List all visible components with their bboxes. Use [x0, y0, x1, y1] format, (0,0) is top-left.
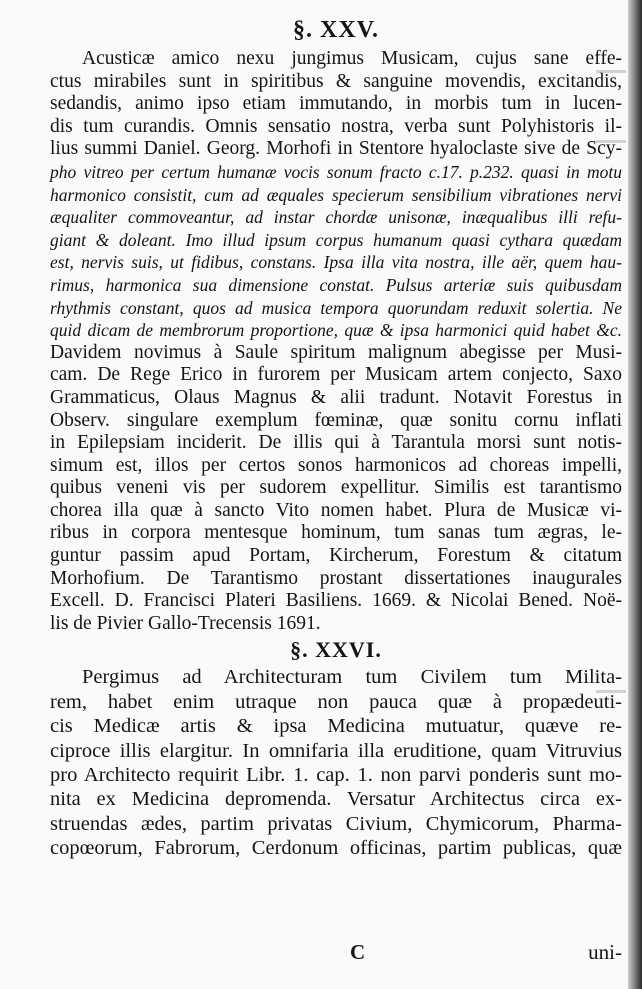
section-heading-xxvi: §. XXVI.: [290, 637, 382, 663]
text-line-italic: rhythmis constant, quos ad musica tempora quorundam reduxit solertia. Ne: [50, 297, 622, 318]
text-line: Acusticæ amico nexu jungimus Musicam, cujus sane effe-: [82, 48, 622, 69]
text-line: Davidem novimus à Saule spiritum malignum abegisse per Musi-: [50, 341, 622, 363]
text-line: chorea illa quæ à sancto Vito nomen habet. Plura de Musicæ vi-: [50, 499, 622, 521]
text-line-italic: æqualiter commoveantur, ad instar chordæ unisonæ, inæqualibus illi refu-: [50, 207, 622, 228]
page-gutter-shadow: [628, 0, 642, 989]
text-line: guntur passim apud Portam, Kircherum, Forestum & citatum: [50, 545, 622, 567]
text-line: Grammaticus, Olaus Magnus & alii tradunt. Notavit Forestus in: [50, 386, 622, 408]
text-line-italic: harmonico consistit, cum ad æquales specierum sensibilium vibrationes nervi: [50, 184, 622, 205]
text-line: ribus in corpora mentesque hominum, tum sanas tum ægras, le-: [50, 522, 622, 544]
text-line: Excell. D. Francisci Plateri Basiliens. 1669. & Nicolai Bened. Noë-: [50, 590, 622, 612]
text-line: simum est, illos per certos sonos harmonicos ad choreas impelli,: [50, 454, 622, 476]
text-line: lis de Pivier Gallo-Trecensis 1691.: [50, 612, 321, 634]
text-line: pro Architecto requirit Libr. 1. cap. 1. non parvi ponderis sunt mo-: [50, 764, 622, 787]
text-line: rem, habet enim utraque non pauca quæ à propædeuti-: [50, 690, 622, 713]
text-line: Morhofium. De Tarantismo prostant dissertationes inaugurales: [50, 567, 622, 589]
catchword: uni-: [588, 940, 622, 964]
signature-mark: C: [350, 940, 366, 964]
text-line: dis tum curandis. Omnis sensatio nostra, verba sunt Polyhistoris il-: [50, 115, 622, 137]
text-line: quibus veneni vis per sudorem expellitur. Similis est tarantismo: [50, 477, 622, 499]
text-column: [50, 12, 622, 861]
text-line: in Epilepsiam inciderit. De illis qui à Tarantula morsi sunt notis-: [50, 432, 622, 454]
text-line: struendas ædes, partim privatas Civium, Chymicorum, Pharma-: [50, 812, 622, 835]
text-line: ctus mirabiles sunt in spiritibus & sanguine movendis, excitandis,: [50, 70, 622, 92]
paragraph-architecture: [50, 665, 622, 860]
text-line: copœorum, Fabrorum, Cerdonum officinas, partim publicas, quæ: [50, 837, 622, 860]
text-line: nita ex Medicina depromenda. Versatur Architectus circa ex-: [50, 788, 622, 811]
text-line-italic: est, nervis suis, ut fidibus, constans. Ipsa illa vita nostra, ille aër, quem hau-: [50, 252, 622, 273]
text-line: sedandis, animo ipso etiam immutando, in morbis tum in lucen-: [50, 93, 622, 115]
text-line: lius summi Daniel. Georg. Morhofi in Stentore hyaloclaste sive de Scy-: [50, 138, 622, 160]
text-line: Pergimus ad Architecturam tum Civilem tum Milita-: [82, 666, 622, 689]
section-heading-xxv: §. XXV.: [293, 17, 379, 43]
text-line-italic: giant & doleant. Imo illud ipsum corpus humanum quasi cythara quædam: [50, 229, 622, 250]
text-line: cam. De Rege Erico in furorem per Musicam artem conjecto, Saxo: [50, 364, 622, 386]
text-line: Observ. singulare exemplum fœminæ, quæ sonitu cornu inflati: [50, 409, 622, 431]
paragraph-acoustics-music: [50, 48, 622, 635]
text-line: cis Medicæ artis & ipsa Medicina mutuatur, quæve re-: [50, 715, 622, 738]
text-line-italic: pho vitreo per certum humanæ vocis sonum fracto c.17. p.232. quasi in motu: [50, 161, 622, 182]
text-line: ciproce illis elargitur. In omnifaria illa eruditione, quam Vitruvius: [50, 739, 622, 762]
text-line-italic: rimus, harmonica sua dimensione constat. Pulsus arteriæ suis quibusdam: [50, 274, 622, 295]
text-line-italic: quid dicam de membrorum proportione, quæ & ipsa harmonici quid habet &c.: [50, 320, 622, 341]
